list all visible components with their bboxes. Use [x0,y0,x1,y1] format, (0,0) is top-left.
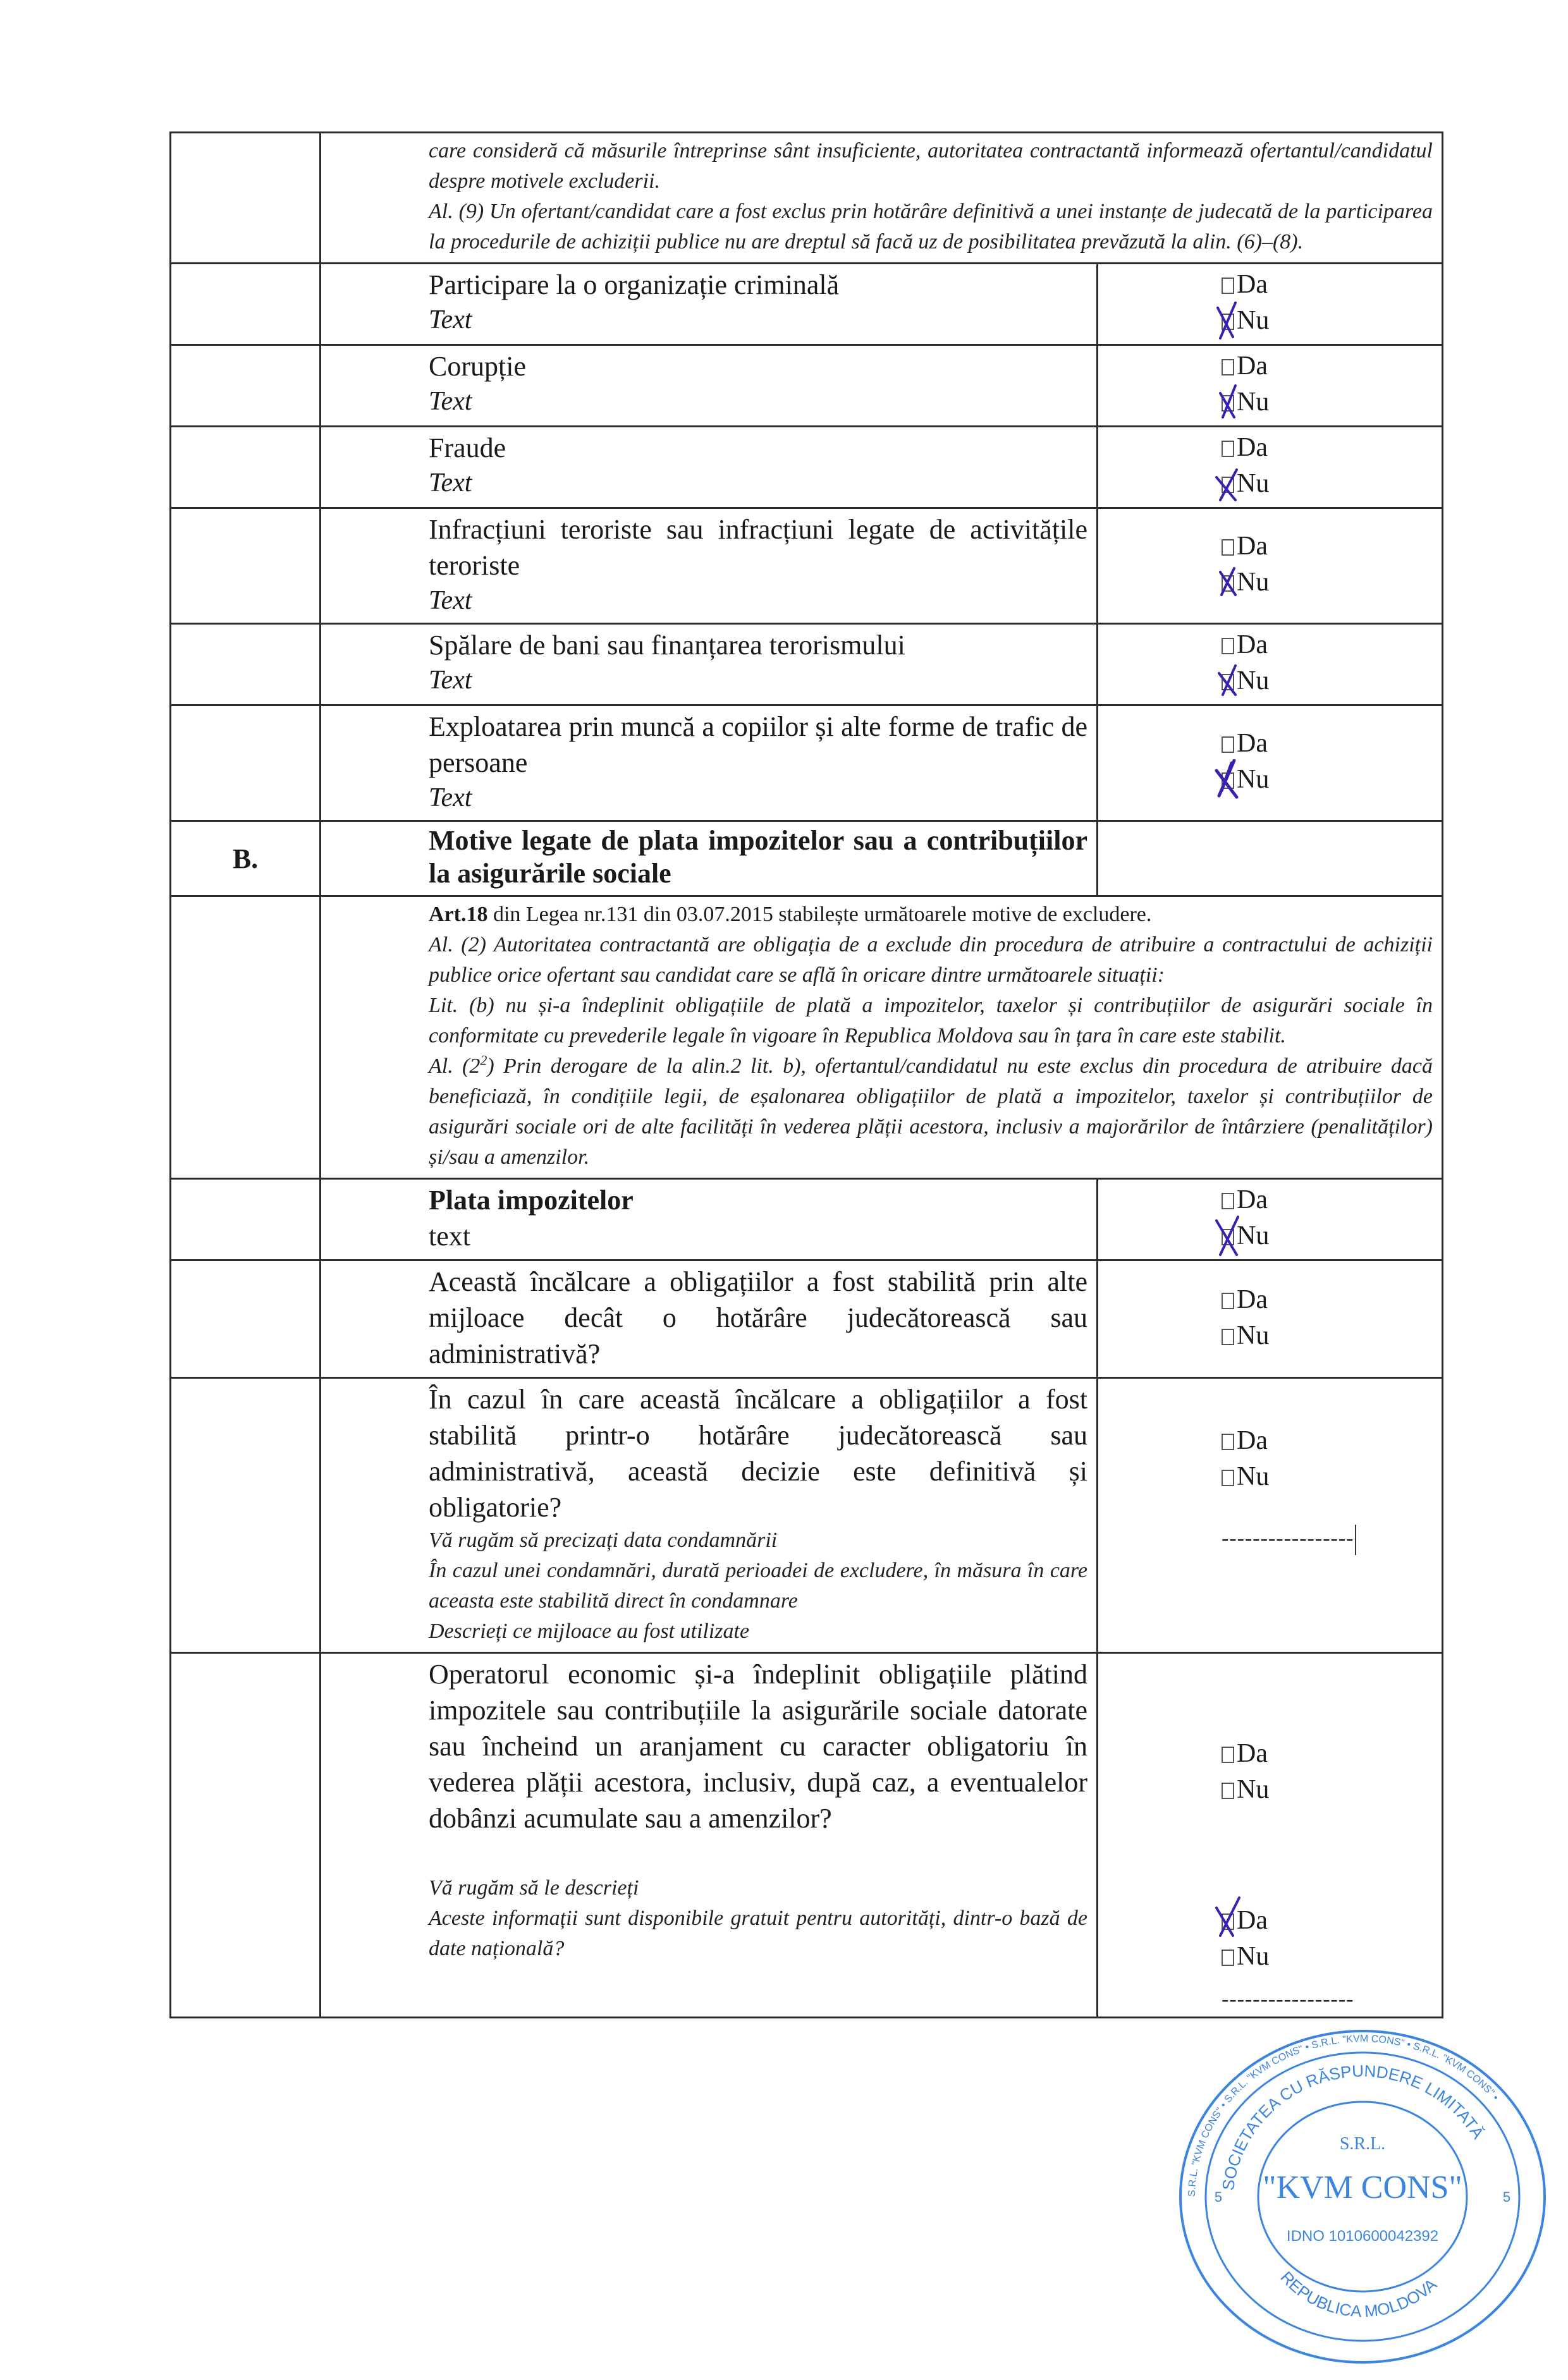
option-label: Nu [1237,1775,1270,1804]
answer-group [1098,1261,1442,1377]
criterion-note: Text [429,586,472,615]
criterion-title: Corupție [429,351,526,382]
blank-field-dashes: ----------------- [1222,1987,1354,2011]
option-nu[interactable] [1222,1218,1442,1254]
sub-prompt-means-used: Descrieți ce mijloace au fost utilizate [429,1620,750,1643]
option-label: Nu [1237,568,1270,597]
option-nu[interactable] [1222,1939,1442,1975]
option-nu[interactable] [1222,1459,1442,1495]
checkbox-nu[interactable] [1222,772,1234,789]
checkbox-nu[interactable] [1222,314,1234,330]
checkbox-da[interactable] [1222,278,1234,294]
criterion-title: Exploatarea prin muncă a copiilor și alte forme de trafic de persoane [429,711,1087,778]
table-row [171,262,1442,344]
criterion-note: Text [429,387,472,416]
stamp-idno: IDNO 1010600042392 [1286,2228,1439,2245]
section-b-title: Motive legate de plata impozitelor sau a contribuțiilor la asigurările sociale [321,822,1098,895]
table-row [171,1652,1442,2017]
table-row [171,704,1442,820]
text-cursor [1355,1525,1356,1555]
checkbox-da[interactable] [1222,736,1234,753]
section-letter: B. [232,843,259,874]
row-number-cell [171,706,321,820]
row-number-cell [171,346,321,425]
option-nu[interactable] [1222,564,1442,601]
legal-intro [429,900,1433,930]
row-number-cell [171,133,321,262]
row-number-cell [171,625,321,704]
blank-field-dashes: ----------------- [1222,1527,1354,1550]
option-label: Nu [1237,388,1270,417]
sub-prompt-exclusion-duration: În cazul unei condamnări, durată perioadei de excludere, în măsura în care aceasta este stabilită direct în condamnare [429,1559,1087,1613]
option-nu[interactable] [1222,303,1442,339]
criterion-title: Participare la o organizație criminală [429,269,840,300]
section-b-legal-text [321,897,1442,1178]
checkbox-nu[interactable] [1222,1229,1234,1245]
answer-group [1098,1180,1442,1259]
checkbox-da[interactable] [1222,539,1234,556]
stamp-inner-top-text: SOCIETATEA CU RĂSPUNDERE LIMITATĂ [1218,2061,1488,2192]
sub-prompt-describe: Vă rugăm să le descrieți [429,1876,639,1900]
criterion-note: text [429,1221,470,1252]
row-number-cell [171,1180,321,1259]
table-row [171,820,1442,895]
criterion-corruption [321,346,1098,425]
row-number-cell [171,1379,321,1652]
legal-paragraph-al2: Al. (2) Autoritatea contractantă are obligația de a exclude din procedura de atribuire a contractului de achiziții publice orice ofertant sau candidat care se află în oricare dintre următoarele situații: [429,933,1433,987]
row-number-cell [171,822,321,895]
checkbox-nu[interactable] [1222,395,1234,412]
table-row [171,895,1442,1178]
option-nu[interactable] [1222,466,1442,502]
table-row [171,507,1442,623]
option-da[interactable] [1222,1282,1442,1318]
option-nu[interactable] [1222,1772,1442,1808]
answer-group [1098,509,1442,623]
answer-group [1098,625,1442,704]
database-info-field[interactable] [1222,1987,1442,2011]
table-row [171,425,1442,507]
option-label: Da [1237,1426,1268,1455]
criterion-child-labour-trafficking [321,706,1098,820]
stamp-outer-ring-text: S.R.L. "KVM CONS" • S.R.L. "KVM CONS" • S.R.L. "KVM CONS" • S.R.L. "KVM CONS" • [1186,2033,1501,2197]
answer-group-database [1222,1903,1442,1975]
answer-group [1222,1736,1442,1808]
option-da[interactable] [1222,1423,1442,1459]
legal-paragraph: care consideră că măsurile întreprinse sânt insuficiente, autoritatea contractantă informează ofertantul/candidatul despre motivele excluderii. [429,139,1433,193]
option-da[interactable] [1222,1736,1442,1772]
table-row [171,623,1442,704]
stamp-inner-bottom-text: REPUBLICA MOLDOVA [1277,2267,1441,2321]
checkbox-nu[interactable] [1222,1470,1234,1486]
al22-superscript: 2 [480,1052,487,1068]
option-label: Da [1237,532,1268,561]
legal-paragraph: Al. (9) Un ofertant/candidat care a fost exclus prin hotărâre definitivă a unei instanțe de judecată de la participarea la procedurile de achiziții publice nu are dreptul să facă uz de posibilitatea prevăzută la alin. (6)–(8). [429,200,1433,253]
company-stamp [1167,2026,1559,2367]
option-nu[interactable] [1222,384,1442,420]
option-label: Da [1237,270,1268,299]
option-label: Nu [1237,306,1270,335]
sub-prompt-national-database: Aceste informații sunt disponibile gratuit pentru autorități, dintr-o bază de date națională? [429,1907,1087,1960]
al22-text: ) Prin derogare de la alin.2 lit. b), ofertantul/candidatul nu este exclus din procedura de atribuire dacă beneficiază, în condițiile legii, de eșalonarea obligațiilor de plată a impozitelor, taxelor și contribuțiilor de asigurări sociale ori de alte facilități în vederea plății acestora, inclusiv a majorărilor de întârziere (penalităților) și/sau a amenzilor. [429,1054,1433,1169]
option-label: Da [1237,1185,1268,1214]
checkbox-nu[interactable] [1222,1329,1234,1345]
criterion-terrorist-offences [321,509,1098,623]
option-label: Nu [1237,1942,1270,1971]
stamp-number-left: 5 [1214,2189,1223,2205]
checkbox-da[interactable] [1222,1193,1234,1209]
option-nu[interactable] [1222,1318,1442,1354]
row-number-cell [171,897,321,1178]
answer-column [1098,1654,1442,2017]
criterion-criminal-organization [321,264,1098,344]
option-label: Da [1237,729,1268,758]
option-da[interactable] [1222,267,1442,303]
row-number-cell [171,509,321,623]
checkbox-nu[interactable] [1222,477,1234,493]
option-label: Nu [1237,1462,1270,1491]
option-da[interactable] [1222,1182,1442,1218]
criterion-note: Text [429,666,472,695]
option-da[interactable] [1222,430,1442,466]
table-row [171,1178,1442,1259]
option-label: Da [1237,433,1268,462]
stamp-number-right: 5 [1502,2189,1511,2205]
criterion-title: Spălare de bani sau finanțarea terorismului [429,630,905,661]
checkbox-da[interactable] [1222,359,1234,375]
sub-prompt-conviction-date: Vă rugăm să precizați data condamnării [429,1529,778,1552]
option-label: Nu [1237,469,1270,498]
option-da[interactable] [1222,528,1442,564]
option-label: Nu [1237,1221,1270,1250]
checkbox-nu[interactable] [1222,1950,1234,1966]
option-label: Nu [1237,666,1270,695]
checkbox-da[interactable] [1222,1434,1234,1450]
empty-answer-cell [1098,822,1442,895]
option-label: Da [1237,630,1268,659]
option-label: Da [1237,351,1268,381]
row-number-cell [171,1261,321,1377]
option-label: Da [1237,1906,1268,1935]
option-da[interactable] [1222,627,1442,663]
criterion-tax-payment [321,1180,1098,1259]
legal-text-continuation [321,133,1442,262]
option-da[interactable] [1222,726,1442,762]
criterion-note: Text [429,468,472,497]
criterion-title: Infracțiuni teroriste sau infracțiuni legate de activitățile teroriste [429,514,1087,581]
option-nu[interactable] [1222,663,1442,699]
answer-group [1098,346,1442,425]
conviction-date-field[interactable] [1222,1520,1442,1556]
checkbox-da[interactable] [1222,1913,1234,1930]
option-nu[interactable] [1222,762,1442,798]
criterion-title: Fraude [429,432,506,463]
legal-paragraph-al22 [429,1051,1433,1173]
answer-group [1098,706,1442,820]
checkbox-nu[interactable] [1222,1783,1234,1799]
row-number-cell [171,1654,321,2017]
stamp-company-name: "KVM CONS" [1263,2169,1462,2206]
checkbox-da[interactable] [1222,441,1234,457]
option-da[interactable] [1222,1903,1442,1939]
option-da[interactable] [1222,348,1442,384]
legal-paragraph-litb: Lit. (b) nu și-a îndeplinit obligațiile de plată a impozitelor, taxelor și contribuțiilor de asigurări sociale în conformitate cu prevederile legale în vigoare în Republica Moldova sau în țara în care este stabilit. [429,994,1433,1047]
table-row [171,133,1442,262]
stamp-center-small: S.R.L. [1339,2134,1386,2154]
question-final-decision: În cazul în care această încălcare a obligațiilor a fost stabilită printr-o hotărâre judecătorească sau administrativă, această decizie este definitivă și obligatorie? [429,1384,1087,1523]
table-row [171,1259,1442,1377]
answer-group [1098,1379,1442,1652]
question-obligations-fulfilled-block [321,1654,1098,2017]
row-number-cell [171,264,321,344]
checkbox-nu[interactable] [1222,575,1234,592]
option-label: Da [1237,1739,1268,1768]
al22-prefix: Al. (2 [429,1054,481,1078]
option-label: Nu [1237,1321,1270,1350]
checkbox-da[interactable] [1222,638,1234,654]
answer-group [1098,427,1442,507]
answer-group [1098,264,1442,344]
table-row [171,344,1442,425]
question-final-decision-block [321,1379,1098,1652]
option-label: Nu [1237,765,1270,794]
checkbox-da[interactable] [1222,1747,1234,1763]
option-label: Da [1237,1285,1268,1314]
table-row [171,1377,1442,1652]
criterion-note: Text [429,305,472,334]
criterion-title: Plata impozitelor [429,1185,634,1216]
checkbox-nu[interactable] [1222,674,1234,690]
legal-intro-text: din Legea nr.131 din 03.07.2015 stabilește următoarele motive de excludere. [487,903,1152,926]
question-other-means: Această încălcare a obligațiilor a fost stabilită prin alte mijloace decât o hotărâre judecătorească sau administrativă? [321,1261,1098,1377]
criterion-note: Text [429,783,472,812]
row-number-cell [171,427,321,507]
company-stamp-icon [1167,2026,1559,2367]
article-reference: Art.18 [429,903,488,926]
question-obligations-fulfilled: Operatorul economic și-a îndeplinit obligațiile plătind impozitele sau contribuțiile la asigurările sociale datorate sau încheind un aranjament cu caracter obligatoriu în vederea plății acestora, inclusiv, după caz, a eventualelor dobânzi acumulate sau a amenzilor? [429,1659,1087,1834]
criterion-money-laundering [321,625,1098,704]
criterion-fraud [321,427,1098,507]
exclusion-criteria-table [169,131,1443,2018]
checkbox-da[interactable] [1222,1293,1234,1309]
